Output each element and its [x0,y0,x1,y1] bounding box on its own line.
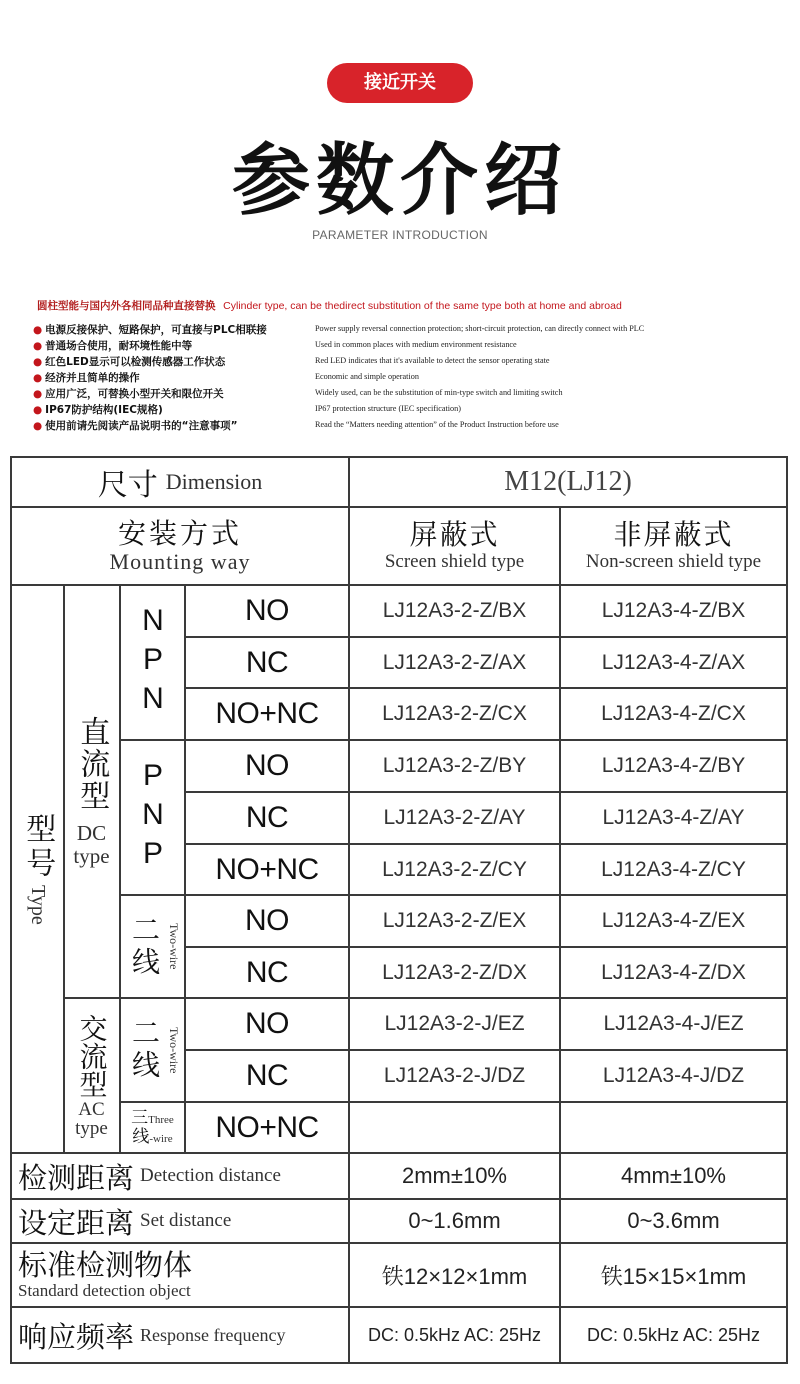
model-shield: LJ12A3-2-Z/DX [382,960,527,984]
page-subtitle: PARAMETER INTRODUCTION [312,228,488,242]
response-frequency-nonshield: DC: 0.5kHz AC: 25Hz [586,1324,761,1345]
standard-object-label: 标准检测物体 Standard detection object [18,1248,193,1300]
bullet-icon: ● [33,340,43,352]
page-title: 参数介绍 [231,136,568,226]
set-distance-nonshield: 0~3.6mm [627,1208,720,1233]
category-badge: 接近开关 [327,63,473,103]
shield-type-header: 屏蔽式 Screen shield type [384,518,525,572]
model-shield [350,1103,559,1152]
ac-type-label: 交流型 AC type [75,1013,109,1139]
model-nonshield: LJ12A3-4-Z/CY [601,857,746,881]
model-shield: LJ12A3-2-J/EZ [384,1012,525,1035]
dimension-label: 尺寸 Dimension [97,468,263,503]
response-frequency-label: 响应频率 Response frequency [18,1319,286,1354]
nonshield-type-header: 非屏蔽式 Non-screen shield type [585,518,762,572]
model-nonshield: LJ12A3-4-Z/EX [601,909,746,932]
model-shield: LJ12A3-2-Z/CX [382,702,527,725]
pnp-label: PNP [136,759,170,876]
standard-object-nonshield: 铁15×15×1mm [600,1263,747,1289]
model-nonshield: LJ12A3-4-Z/BX [601,599,746,622]
model-nonshield [561,1103,786,1152]
bullet-icon: ● [33,324,43,336]
detection-distance-shield: 2mm±10% [402,1163,507,1188]
detection-distance-nonshield: 4mm±10% [621,1163,726,1188]
model-shield: LJ12A3-2-Z/AX [382,650,527,674]
ac-two-wire-label: 二线 Two-wire [128,1018,181,1082]
signal-cell: NO+NC [215,852,319,886]
set-distance-shield: 0~1.6mm [408,1208,501,1233]
headline-en: Cylinder type, can be thedirect substitution of the same type both at home and abroad [223,300,622,312]
npn-label: NPN [136,604,170,721]
model-nonshield: LJ12A3-4-Z/DX [601,960,746,984]
signal-cell: NO+NC [215,1110,319,1144]
signal-cell: NO [245,1007,289,1040]
type-label: 型号 Type [20,813,56,925]
headline-zh: 圆柱型能与国内外各相同品种直接替换 [37,300,216,312]
bullet-icon: ● [33,356,43,368]
set-distance-label: 设定距离 Set distance [18,1205,232,1240]
response-frequency-shield: DC: 0.5kHz AC: 25Hz [367,1324,542,1345]
signal-cell: NO [245,594,289,627]
standard-object-shield: 铁12×12×1mm [381,1263,528,1289]
signal-cell: NO [245,904,289,937]
model-nonshield: LJ12A3-4-J/EZ [603,1012,744,1035]
signal-cell: NC [245,645,289,679]
signal-cell: NO [245,749,289,782]
model-shield: LJ12A3-2-Z/BY [382,754,527,777]
model-shield: LJ12A3-2-Z/AY [383,806,526,829]
signal-cell: NO+NC [215,697,319,730]
mounting-label: 安装方式 Mounting way [109,516,251,575]
model-nonshield: LJ12A3-4-Z/BY [601,754,746,777]
dc-type-label: 直流型 DC type [73,716,110,868]
dc-two-wire-label: 二线 Two-wire [128,914,181,979]
model-nonshield: LJ12A3-4-Z/CX [601,702,746,725]
signal-cell: NC [245,801,289,834]
model-shield: LJ12A3-2-Z/BX [382,599,527,622]
model-nonshield: LJ12A3-4-Z/AX [601,650,746,674]
bullet-icon: ● [33,388,43,400]
model-nonshield: LJ12A3-4-Z/AY [602,806,745,829]
bullet-icon: ● [33,404,43,416]
bullet-icon: ● [33,420,43,432]
model-shield: LJ12A3-2-J/DZ [383,1064,526,1087]
model-nonshield: LJ12A3-4-J/DZ [602,1064,745,1087]
bullet-icon: ● [33,372,43,384]
feature-headline [37,298,797,313]
spec-table [10,456,788,1364]
dimension-value: M12(LJ12) [504,466,632,497]
signal-cell: NC [245,1059,289,1092]
model-shield: LJ12A3-2-Z/CY [382,857,527,881]
detection-distance-label: 检测距离 Detection distance [18,1160,281,1195]
model-shield: LJ12A3-2-Z/EX [382,909,527,932]
signal-cell: NC [245,955,289,989]
ac-three-wire-label: 三 Three 线 -wire [131,1107,174,1147]
